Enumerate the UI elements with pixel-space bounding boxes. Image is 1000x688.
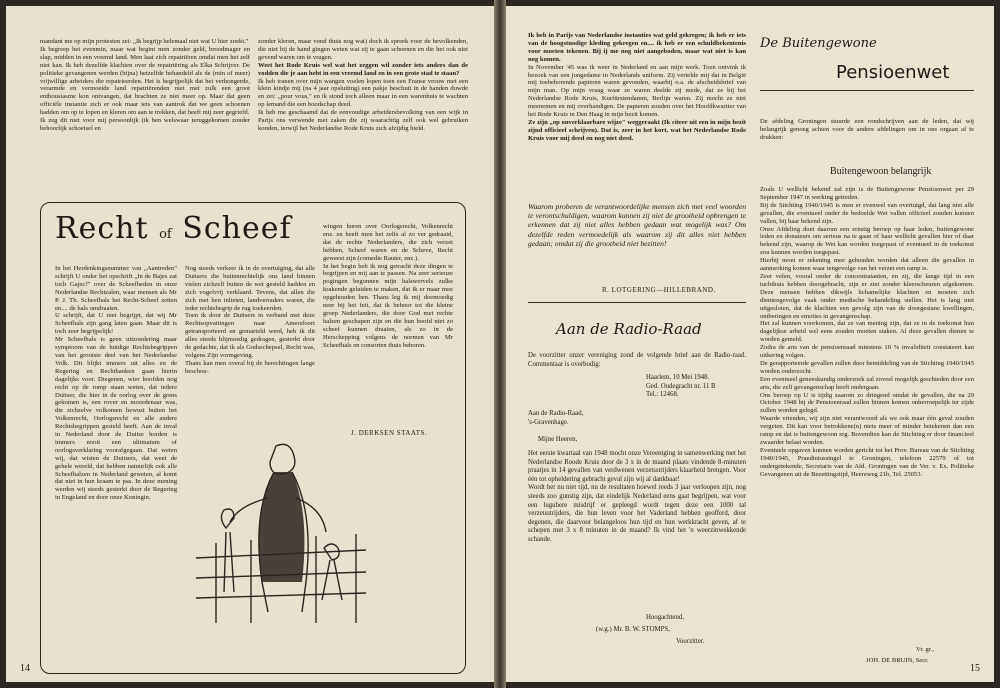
- letter-role: Voorzitter.: [676, 638, 705, 645]
- paragraph: Zodra de arts van de pensioenraad minstens 10 % invaliditeit constateert kan uitkering volgen.: [760, 344, 974, 360]
- paragraph: Ik begreep het evenmin, maar wat begint men zonder geld, broodmager en slap, midden in een vreemd land. Men laat zich repatriëren omdat men het zelf niet kan. Ik heb dezelfde klachten over de repatriëring als Elka Schrijver. De politieke gevangenen werden (bijna) hetzelfde behandeld als de (min of meer) vrijwillige arbeiders die repatrieerden. Het is begrijpelijk dat het verhongerde, verarmde en vermoeide land repatriërenden niet met zulk een groot enthousiasme kon ontvangen, dat brachten ze niet meer op. Maar dat geen officiële instantie zich er ook maar iets van aantrok dat we geen schoenen hadden om op te lopen en kleren om aan te trekken, dat heeft mij zeer gegriefd.: [40, 45, 250, 117]
- letter-closing: Hoogachtend,: [646, 614, 684, 621]
- pensioen-title: Pensioenwet: [836, 62, 950, 83]
- letter-salutation: Mijne Heeren,: [538, 436, 578, 443]
- title-word: of: [159, 227, 172, 242]
- paragraph: Onze Afdeling doet daarom een ernstig beroep op haar leden, buitengewone leden en donateurs om serieus na te gaan of haar wellicht gevallen hier of daar bekend zijn, waarop de Wet kan worden toegepast of eventueel in de toekomst zou kunnen worden toegepast.: [760, 225, 974, 257]
- left-col1-text: [40, 38, 250, 188]
- pensioen-body: [760, 186, 974, 644]
- paragraph: mandant me op mijn protesten zei: „Ik begrijp helemaal niet wat U hier zoekt.": [40, 38, 249, 45]
- right-page: [506, 6, 994, 682]
- paragraph: Zoals U wellicht bekend zal zijn is de Buitengewone Pensioenwet per 29 September 1947 in werking getreden.: [760, 186, 974, 201]
- letter-sender: [646, 374, 756, 404]
- right-col1-text: [528, 32, 746, 198]
- radio-intro: De voorzitter onzer vereniging zond de volgende brief aan de Radio-raad. Commentaar is overbodig:: [528, 352, 746, 368]
- letter-signature: (w.g.) Mr. B. W. STOMPS,: [596, 626, 670, 633]
- paragraph: In het Herdenkingsnummer van „Aantreden" schrijft U onder het opschrift „In de Bajes zat toch Gajes?" over de Scheefheden in onze Nederlandse Rechtzalen, waar mensen als Mr P. J. Th. Scheefhals het Recht-Scheef zetten en.... de hals omdraaien.: [55, 265, 177, 312]
- paragraph: Ons beroep op U is tijdig zaarom zo dringend omdat de gevallen, die na 29 October 1948 bij de Pensioenraad zullen binnen komen onherroepelijk ter zijde zullen worden gelegd.: [760, 391, 974, 415]
- paragraph: In November '45 was ik weer in Nederland en aan mijn werk. Toen ontvink ik bezoek van een jongedame in Nederlands uniform. Zij vertelde mij dat in België mij toebehorende papieren waren gevonden, waarbij o.a. de afscheidsbrief van mijn man. Op mijn vraag waar ze waren deelde zij mede, dat ze bij het Nederlandse Rode Kruis, Kurfürstendamm, Berlijn waren. Zij mocht ze niet meenemen en mij overhandigen. De papieren zouden over het Hoofdkwartier van het Rode Kruis in Den Haag in mijn bezit komen.: [528, 63, 746, 119]
- article-col2: [185, 265, 315, 435]
- page-number: 15: [970, 663, 980, 674]
- paragraph: De gerapporteerde gevallen zullen door bemiddeling van de Stichting 1940/1945 worden onderzocht.: [760, 359, 974, 375]
- paragraph: Wordt het nu niet tijd, nu de resultaten hoewel reeds 3 jaar verloopen zijn, nog steeds zoo gunstig zijn, dat eindelijk Nederland eens gaat begrijpen, wat voor een lugubere misdrijf er gepleegd wordt tegen deze een 1000 tal verzetsstrijders, die hun leven voor het Vaderland hebben geofferd, door degenen, die daarvoor belangeloos hun tijd en hun werkkracht geven, af te schepen met 3 x 8 minuten in de maand? Ik vind het 'n weerzinwekkende schande.: [528, 484, 746, 543]
- article-col1: [55, 265, 177, 665]
- paragraph: In het begin heb ik nog getracht deze dingen te begrijpen en mij aan te passen. Na zeer serieuze pogingen begonnen mijn halswervels zulke krakende geluiden te maken, dat ik er maar mee opgehouden ben. Thans leg ik mij doemoedig neer bij het feit, dat ik behoor tot die kleine groep Nederlanders, die door God met rechte halzen geschapen zijn en die hun hoofd niet zo scheef kunnen draaien, als zo in de Herschepping volgens de normen van Mr Scheefhals en consorten thuis behoren.: [323, 262, 453, 349]
- paragraph: Eventuele opgaven kunnen worden gericht tot het Prov. Bureau van de Stichting 1940/1945, Praediniussingel te Groningen, telefoon 22579 of tot ondergetekende, Secretaris van de Afd. Groningen van de Ver. v. Ex. Politieke Gevangenen uit de Bezettingstijd, Heereweg 21b, Tel. 25053.: [760, 446, 974, 478]
- signature-lotgering: R. LOTGERING—HILLEBRAND.: [602, 286, 716, 294]
- title-word: Scheef: [182, 211, 292, 246]
- divider: [760, 90, 974, 91]
- left-page: [6, 6, 494, 682]
- recipient-line: 's-Gravenhage.: [528, 418, 569, 426]
- title-word: Recht: [55, 211, 149, 246]
- divider: [528, 302, 746, 303]
- paragraph: Thans kan men overal bij de berechtingen lange beschou-: [185, 359, 315, 375]
- spine-gutter: [494, 0, 506, 688]
- paragraph: U schrijft, dat U niet begrijpt, dat wij Mr Scheefhals zijn gang laten gaan. Maar dit is toch zeer begrijpelijk!: [55, 312, 177, 336]
- paragraph-bold: Ik heb in Parijs van Nederlandse instanties wat geld gekregen; ik heb er iets van de hoogstnodige kleding gekregen en.... ik heb er een schuldbekentenis voor moeten tekenen. Bij ij me nog niet aangeboden, maar wat niet is kan nog komen.: [528, 32, 746, 63]
- letter-body: [528, 450, 746, 610]
- paragraph: wingen horen over Oorlogsrecht, Volkenrecht enz. en heeft men het zelfs al zo ver gedraaid, dat de rechte Nederlanders, die zich verzet hebben, Scheef waren en de Scheve, Recht geweest zijn (comedie Rauter, enz.).: [323, 223, 453, 262]
- radio-raad-title: Aan de Radio-Raad: [556, 320, 702, 338]
- recht-of-scheef-box: [40, 202, 466, 674]
- pensioen-intro: De afdeling Groningen stuurde een rondschrijven aan de leden, dat wij belangrijk genoeg achten voor de andere afdelingen om in ons orgaan af te drukken:: [760, 118, 974, 141]
- paragraph: Bij de Stichting 1940/1945 is men er evenwel van overtuigd, dat lang niet alle gevallen, die eventueel onder de bedoelde Wet vallen officieel zouden kunnen vallen, bij haar bekend zijn.: [760, 201, 974, 225]
- paragraph: Ik heb me geschaamd dat de eenvoudige arbeidersbevolking van een wijk in Parijs ons verwende met zaken die zij waarachtig zelf ook wel gebruiken konden, terwijl het Nederlandse Rode Kruis zich afzijdig hield.: [258, 109, 468, 132]
- sender-line: Tel.: 12468.: [646, 391, 679, 399]
- paragraph: Het eerste kwartaal van 1948 mocht onze Vereeniging in samenwerking met het Nederlandse Roode Kruis door de 3 x in de maand plaats vindende 8-minuten praatjes in 14 gevallen van verdwenen verzetsstrijders klaarheid brengen. Voor één tot opheldering gebracht geval zijn wij al dankbaar!: [528, 450, 746, 483]
- paragraph: Mr Scheefhals is geen uitzondering maar symptoom van de huidige Rechtsbegrippen van het grootste deel van het Nederlandse Volk. Dit blijkt immers uit alles en de Regering en Rechtbanken gaan hierin dagelijks voor. Diegenen, wier hoofden nog recht op de romp staan weten, dat iedere Duitser, die hier in de oorlog over de grens gekomen is, een rover en moordenaar was, die zichzelve volkomen bewust buiten het Volkenrecht, Oorlogsrecht en alle andere Rechtsbegrippen gesteld heeft. Aan de inval in Nederland door de Duitse horden is immers nooit een ultimatum of oorlogsverklaring voorafgegaan. Dat weten wij, dat wisten de Duitsers, dat weet de gehele wereld, dat hebben natuurlijk ook alle Scheefhalzen in Nederland geweten, al komt dat niet in hun kraam te pas. In deze mening werden wij steeds gesterkt door de Regering in Engeland en door onze Koningin.: [55, 336, 177, 502]
- paragraph: Zeer velen, vooral onder de concentratanten, en zij, die lange tijd in een tuchthuis hebben doorgebracht, zijn er ziet zonder kleerscheuren afgekomen. Deze mensen hebben dikwijls lichamelijke klachten en moeten zich dientengevolge vaak onder medische behandeling stellen. Het is lang niet uitgesloten, dat de klachten een gevolg zijn van de doorgestane kwellingen, ontberingen en emoties in gevangenschap.: [760, 272, 974, 320]
- pensioen-signature: JOH. DE BRUIN, Secr.: [866, 657, 929, 664]
- paragraph: Toen ik door de Duitsers in verband met deze Rechtsopvattingen naar Amersfoort getransporteerd en gemarteld werd, heb ik dit alles steeds blijmoedig gedragen, gesterkt door de gedachte, dat ik als Godsschepsel, Recht was, volgens Zijn vormgeving.: [185, 312, 315, 359]
- pensioen-closing: Vr. gr.,: [916, 646, 934, 653]
- paragraph-bold: Weet het Rode Kruis wel wat het zeggen wil zonder iets anders dan de vodden die je aan hebt in een vreemd land en in een grote stad te staan?: [258, 61, 468, 77]
- paragraph: Waarde vrienden, wij zijn niet verantwoord als we ook maar één geval zouden vergeten. Dit kan voor betrokkene(n) niets meer of minder betekenen dan een ramp en dat is buitengewoon erg. Bovendien kan de Stichting er door financieel zwaarder belast worden.: [760, 415, 974, 446]
- sender-line: Haarlem, 10 Mei 1948.: [646, 374, 710, 381]
- recipient-line: Aan de Radio-Raad,: [528, 410, 584, 417]
- paragraph: Nog steeds verkeer ik in de overtuiging, dat alle Duitsers die buitenrechtelijk ons land binnen vielen zichzelf buiten de wet gesteld hadden en zich vogelvrij verklaard. Tevens, dat allen die zich met hen inlieten, landverraders waren, die ieder rechtsbegrip de rug toekeerden.: [185, 265, 315, 312]
- article-signature: J. DERKSEN STAATS.: [351, 429, 428, 437]
- paragraph: Ik zeg dit niet voor mij persoonlijk (ik ben welswaar teruggekomen zonder behoorlijk schoeisel en: [40, 117, 250, 132]
- cartoon-illustration: [196, 438, 366, 628]
- letter-recipient: [528, 410, 678, 430]
- paragraph: Een eventueel geneeskundig onderzoek zal zoveel mogelijk geschieden door een arts, die zelf gevangenschap heeft ondergaan.: [760, 375, 974, 391]
- paragraph: Hierbij moet er rekening mee gehouden worden dat alleen die gevallen in aanmerking komen waar tengevolge van het verzet een ramp is.: [760, 257, 974, 273]
- sender-line: Ged. Oudegracht nr. 11 B: [646, 382, 716, 390]
- article-title: [55, 211, 292, 246]
- pensioen-subhead: Buitengewoon belangrijk: [830, 166, 932, 177]
- paragraph: zonder kleren, maar vond thuis nog wat) doch ik spreek voor de bevolkenden, die niet bij de hand gingen weten wat zij te gaan schoenen en die het ook niet gevend waren om te vragen.: [258, 38, 468, 61]
- page-number: 14: [20, 663, 30, 674]
- article-col3: [323, 223, 453, 423]
- paragraph: Het zal kunnen voorkomen, dat ze van mening zijn, dat ze in de toekomst hun dagelijkse arbeid wel eens zouden moeten staken. Al deze gevallen dienen te worden gemeld.: [760, 320, 974, 344]
- italic-paragraph: Waarom proberen de verantwoordelijke mensen zich met veel woorden te verontschuldigen, waarom kunnen zij niet de grootheid opbrengen te erkennen dat zij niet alles hebben gedaan wat mogelijk was? Om dezelfde reden vermoedelijk als waarom zij dit alles niet hebben gedaan; omdat zij die grootheid niet bezitten!: [528, 202, 746, 248]
- pensioen-title-script: De Buitengewone: [760, 36, 877, 51]
- left-col2-text: [258, 38, 468, 188]
- paragraph: Ik heb tranen over mijn wangen voelen lopen toen een Franse vrouw met een klein kindje mij (na 4 jaar opsluiting) een pakje beschuit in de handen duwde en zei: „pour vous," en ik stond toch alleen maar in een warenhuis te wachten op lemand die een boodschap deed.: [258, 77, 468, 109]
- paragraph-bold: Ze zijn „op onverklaarbare wijze" weggeraakt (Ik citeer uit een in mijn bezit zijnd officieel schrijven). Dat is, zeer in het kort, wat het Nederlandse Rode Kruis voor mij deed en nog niet deed.: [528, 118, 746, 142]
